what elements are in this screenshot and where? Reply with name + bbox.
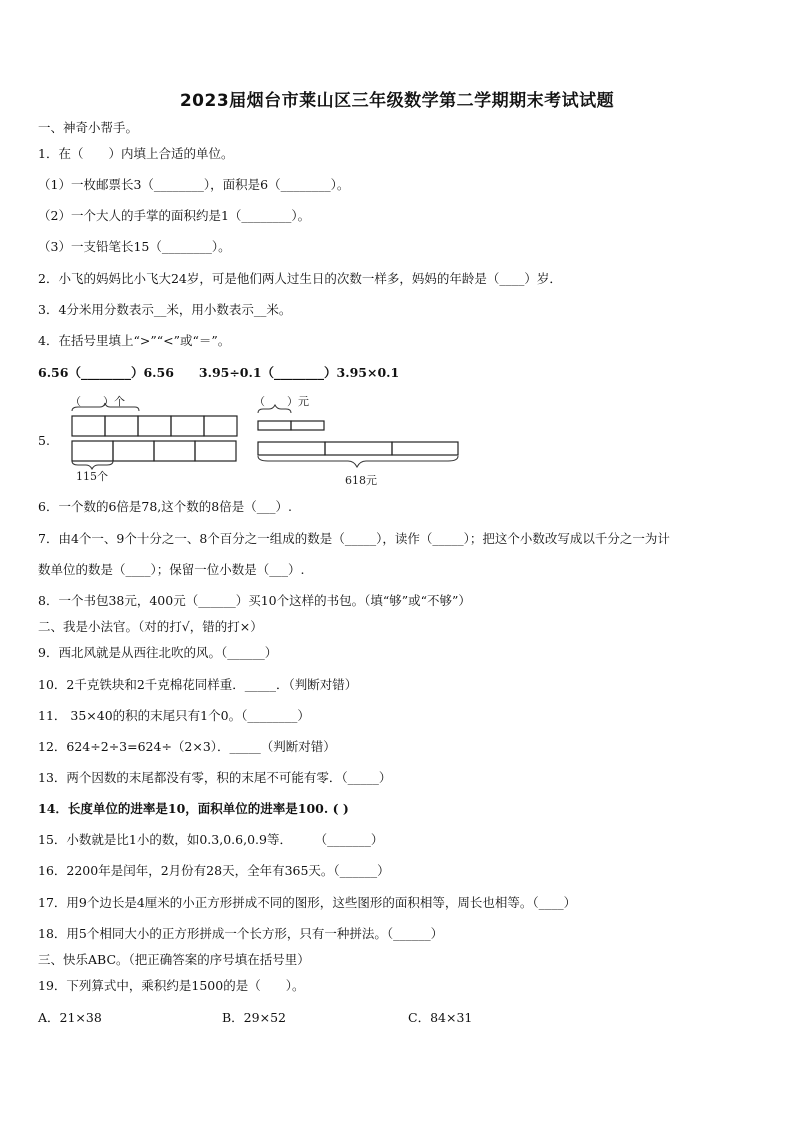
- left-top-row: [72, 416, 237, 436]
- question-18: 18．用5个相同大小的正方形拼成一个长方形，只有一种拼法。（______）: [38, 926, 444, 941]
- question-11: 11． 35×40的积的末尾只有1个0。（________）: [38, 708, 310, 723]
- question-1-part-1: （1）一枚邮票长3（________），面积是6（________）。: [38, 177, 350, 192]
- section-heading-2: 二、我是小法官。（对的打√，错的打×）: [38, 619, 263, 634]
- right-bottom-label: 618元: [345, 474, 377, 487]
- right-bottom-bar: [258, 442, 458, 455]
- page-title: 2023届烟台市莱山区三年级数学第二学期期末考试试题: [179, 91, 615, 111]
- question-10: 10．2千克铁块和2千克棉花同样重．_____．（判断对错）: [38, 677, 358, 692]
- question-8: 8．一个书包38元，400元（______）买10个这样的书包。（填“够”或“不够”）: [38, 593, 471, 608]
- question-5-number: 5.: [38, 433, 50, 448]
- right-bottom-brace: [258, 456, 458, 467]
- question-4-compare: 6.56（________）6.56 3.95÷0.1（________）3.95×0.1: [38, 365, 400, 380]
- right-top-label: （ ）元: [254, 395, 309, 408]
- right-top-bar: [258, 421, 324, 430]
- option-a: A．21×38: [38, 1010, 102, 1025]
- question-5-diagram: [64, 390, 474, 490]
- question-1: 1．在（ ）内填上合适的单位。: [38, 146, 234, 161]
- question-17: 17．用9个边长是4厘米的小正方形拼成不同的图形，这些图形的面积相等，周长也相等。（____）: [38, 895, 577, 910]
- question-4: 4．在括号里填上“>”“<”或“＝”。: [38, 333, 231, 348]
- question-6: 6．一个数的6倍是78,这个数的8倍是（___）.: [38, 499, 292, 514]
- question-2: 2．小飞的妈妈比小飞大24岁，可是他们两人过生日的次数一样多，妈妈的年龄是（____）岁．: [38, 271, 562, 286]
- left-bottom-brace: [72, 461, 113, 469]
- question-14: 14．长度单位的进率是10，面积单位的进率是100. ( ): [38, 801, 349, 816]
- option-c: C．84×31: [408, 1010, 473, 1025]
- left-bottom-row: [72, 441, 236, 461]
- question-13: 13．两个因数的末尾都没有零，积的末尾不可能有零．（_____）: [38, 770, 392, 785]
- question-19: 19．下列算式中，乘积约是1500的是（ ）。: [38, 978, 305, 993]
- question-3: 3．4分米用分数表示__米，用小数表示__米。: [38, 302, 292, 317]
- question-7: 7．由4个一、9个十分之一、8个百分之一组成的数是（_____），读作（_____）；把这个小数改写成以千分之一为计: [38, 531, 670, 546]
- question-7-continued: 数单位的数是（____）；保留一位小数是（___）.: [38, 562, 305, 577]
- question-1-part-3: （3）一支铅笔长15（________）。: [38, 239, 231, 254]
- section-heading-1: 一、神奇小帮手。: [38, 120, 139, 135]
- question-16: 16．2200年是闰年，2月份有28天，全年有365天。（______）: [38, 863, 390, 878]
- option-b: B．29×52: [222, 1010, 286, 1025]
- left-top-label: （ ）个: [70, 395, 125, 408]
- question-1-part-2: （2）一个大人的手掌的面积约是1（________）。: [38, 208, 311, 223]
- question-9: 9．西北风就是从西往北吹的风。（______）: [38, 645, 278, 660]
- section-heading-3: 三、快乐ABC。（把正确答案的序号填在括号里）: [38, 952, 310, 967]
- left-bottom-label: 115个: [76, 470, 108, 483]
- question-15: 15．小数就是比1小的数，如0.3,0.6,0.9等． （_______）: [38, 832, 384, 847]
- question-12: 12．624÷2÷3=624÷（2×3）．_____（判断对错）: [38, 739, 336, 754]
